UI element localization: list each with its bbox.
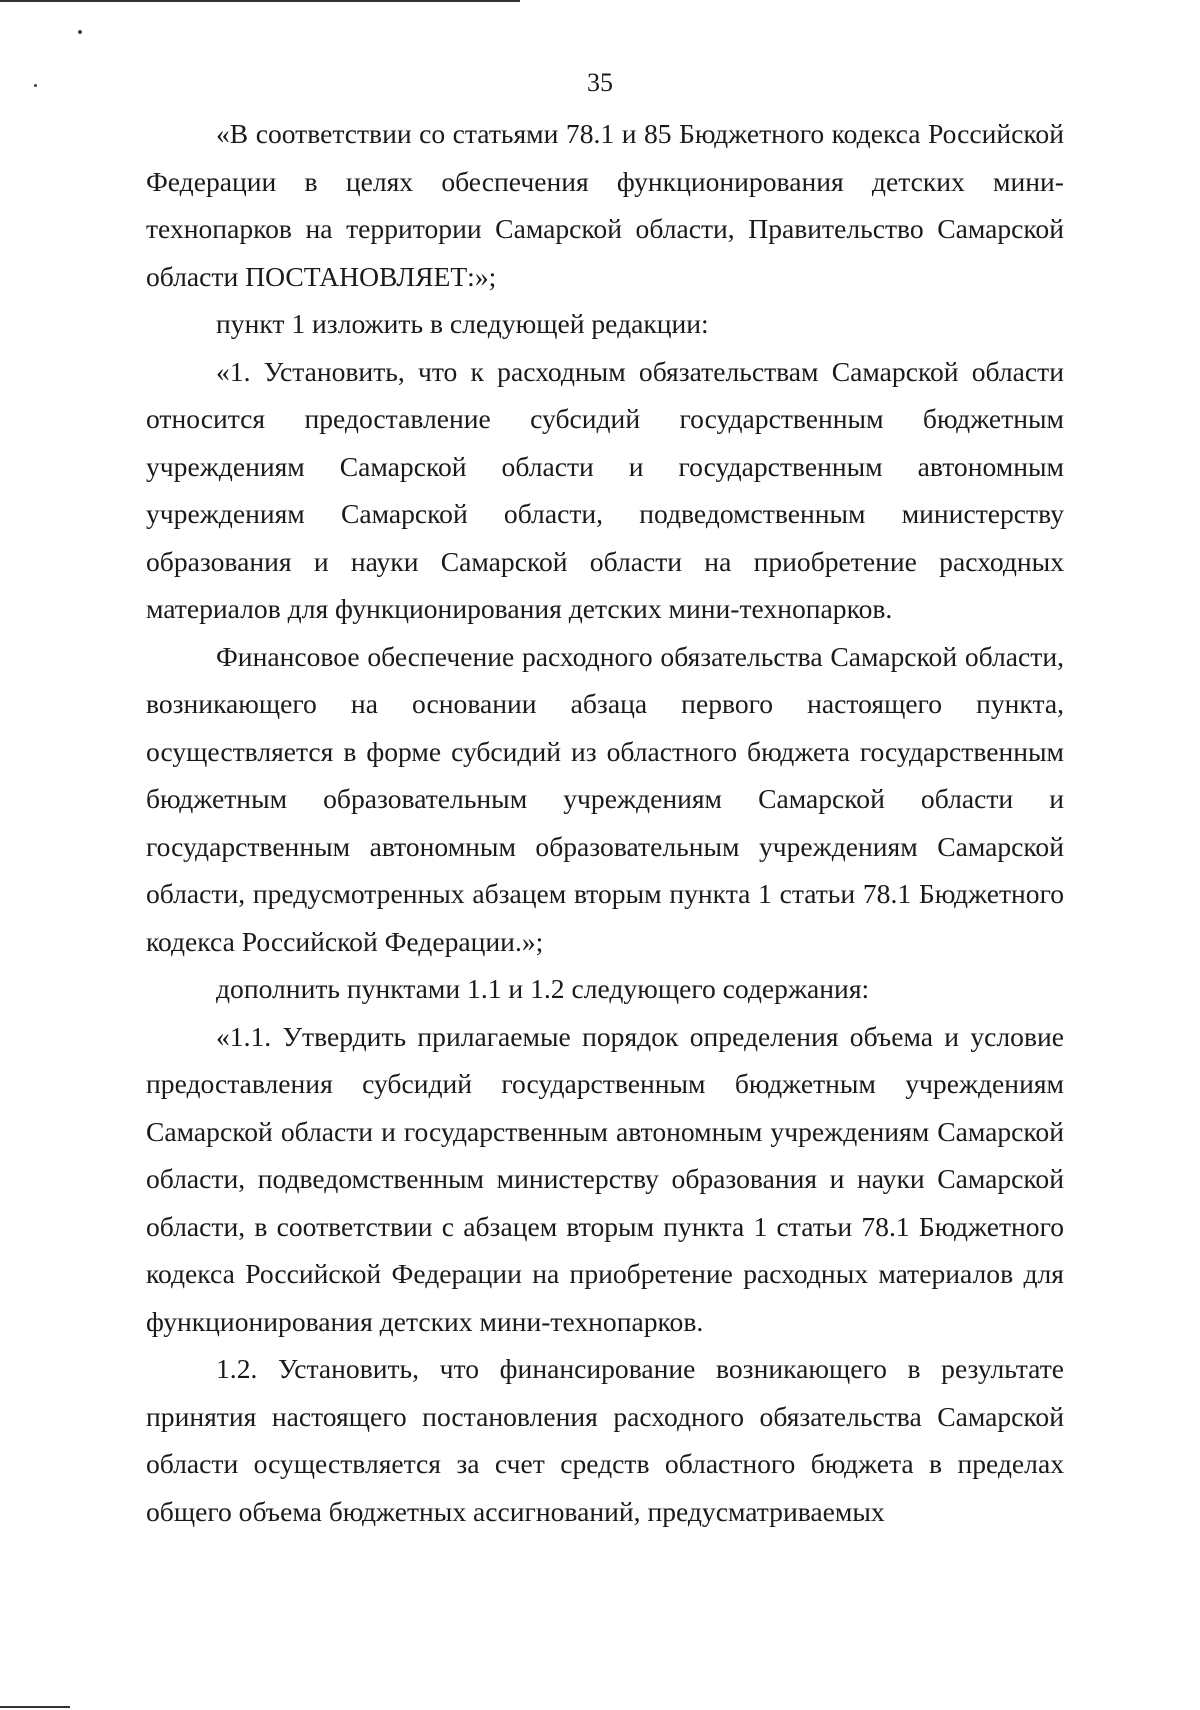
paragraph: «1.1. Утвердить прилагаемые порядок определения объема и условие предоставления субсидий государственным бюджетным учреждениям Самарской области и государственным автономным учреждениям Самарской области, подведомственным министерству образования и науки Самарской области, в соответствии с абзацем вторым пункта 1 статьи 78.1 Бюджетного кодекса Российской Федерации на приобретение расходных материалов для функционирования детских мини-технопарков. (146, 1020, 1064, 1337)
paragraph: 1.2. Установить, что финансирование возникающего в результате принятия настоящего постановления расходного обязательства Самарской области осуществляется за счет средств областного бюджета в пределах общего объема бюджетных ассигнований, предусматриваемых (146, 1353, 1064, 1527)
paragraph: Финансовое обеспечение расходного обязательства Самарской области, возникающего на основании абзаца первого настоящего пункта, осуществляется в форме субсидий из областного бюджета государственным бюджетным образовательным учреждениям Самарской области и государственным автономным образовательным учреждениям Самарской области, предусмотренных абзацем вторым пункта 1 статьи 78.1 Бюджетного кодекса Российской Федерации.»; (146, 640, 1064, 957)
scan-speck (78, 30, 82, 34)
paragraph: «В соответствии со статьями 78.1 и 85 Бюджетного кодекса Российской Федерации в целях обеспечения функционирования детских мини-технопарков на территории Самарской области, Правительство Самарской области ПОСТАНОВЛЯЕТ:»; (146, 118, 1064, 292)
scan-edge-top (0, 0, 520, 2)
paragraph: пункт 1 изложить в следующей редакции: (216, 308, 709, 339)
page-number: 35 (587, 68, 613, 97)
document-body (146, 110, 1064, 1535)
paragraph: дополнить пунктами 1.1 и 1.2 следующего содержания: (216, 973, 870, 1004)
paragraph: «1. Установить, что к расходным обязательствам Самарской области относится предоставление субсидий государственным бюджетным учреждениям Самарской области и государственным автономным учреждениям Самарской области, подведомственным министерству образования и науки Самарской области на приобретение расходных материалов для функционирования детских мини-технопарков. (146, 355, 1064, 624)
scan-edge-bottom (0, 1706, 70, 1708)
